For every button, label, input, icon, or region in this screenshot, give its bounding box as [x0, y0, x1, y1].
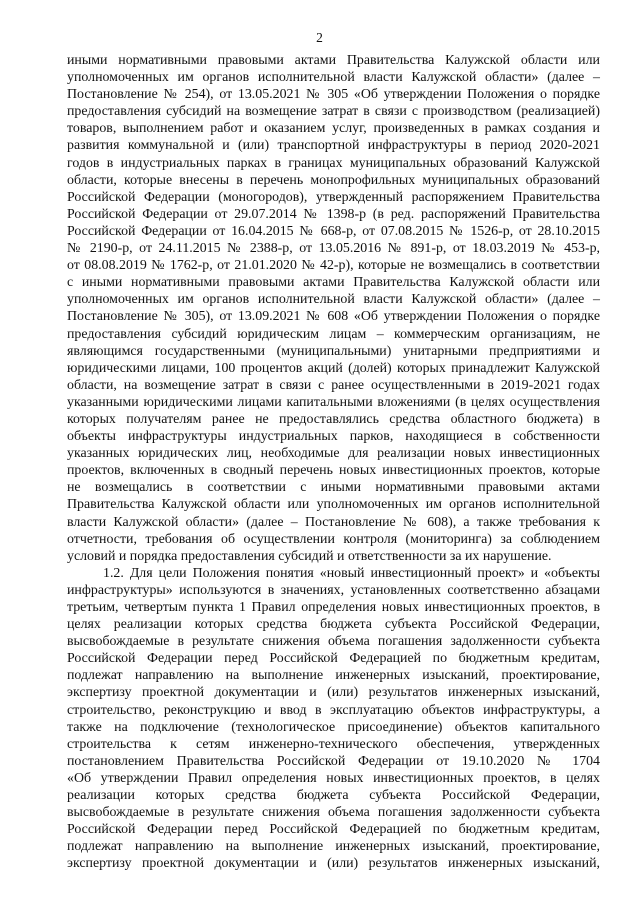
text-line: области, на возмещение затрат в связи с ранее осуществленными в 2019-2021 годах: [67, 377, 600, 393]
text-line: объекты инфраструктуры индустриальных парков, находящиеся в собственности: [67, 429, 600, 445]
text-line: подлежат направлению на выполнение инженерных изысканий, проектирование,: [67, 668, 600, 684]
text-line: Российской Федерации перед Российской Федерацией по бюджетным кредитам,: [67, 651, 600, 667]
text-line: высвобождаемые в результате снижения объема погашения задолженности субъекта: [67, 634, 600, 650]
text-line: строительства к сетям инженерно-технического обеспечения, утвержденных: [67, 736, 600, 752]
text-line: № 2190-р, от 24.11.2015 № 2388-р, от 13.05.2016 № 891-р, от 18.03.2019 № 453-р,: [67, 241, 600, 257]
text-line: Российской Федерации от 29.07.2014 № 1398-р (в ред. распоряжений Правительства: [67, 206, 600, 222]
text-line: Российской Федерации от 16.04.2015 № 668-р, от 07.08.2015 № 1526-р, от 28.10.2015: [67, 223, 600, 239]
text-line: не возмещались в соответствии с иными нормативными правовыми актами: [67, 480, 600, 496]
text-line: Постановление № 254), от 13.05.2021 № 305 «Об утверждении Положения о порядке: [67, 87, 600, 103]
text-line: постановлением Правительства Российской Федерации от 19.10.2020 № 1704: [67, 753, 600, 769]
text-line: указанных юридических лиц, необходимые для реализации новых инвестиционных: [67, 446, 600, 462]
page-number: 2: [316, 30, 323, 45]
text-line: условий и порядка предоставления субсидий и ответственности за их нарушение.: [67, 548, 552, 564]
text-line: уполномоченных им органов исполнительной власти Калужской области» (далее –: [67, 292, 600, 308]
text-line: реализации которых средства бюджета субъекта Российской Федерации,: [67, 788, 600, 804]
text-line: строительство, реконструкцию и ввод в эксплуатацию объектов инфраструктуры, а: [67, 702, 600, 718]
document-body: [67, 52, 600, 873]
text-line: которых получателям ранее не предоставлялись средства областного бюджета) в: [67, 411, 600, 427]
text-line: экспертизу проектной документации и (или) результатов инженерных изысканий,: [67, 856, 600, 872]
text-line: развития коммунальной и (или) транспортной инфраструктуры в период 2020-2021: [67, 138, 600, 154]
text-line: с иными нормативными правовыми актами Правительства Калужской области или: [67, 275, 600, 291]
text-line: являющимся государственными (муниципальными) унитарными предприятиями и: [67, 343, 600, 359]
text-line: предоставления субсидий юридическим лицам – коммерческим организациям, не: [67, 326, 600, 342]
text-line: целях реализации которых средства бюджета субъекта Российской Федерации,: [67, 617, 600, 633]
text-line: от 08.08.2019 № 1762-р, от 21.01.2020 № 42-р), которые не возмещались в соответствии: [67, 258, 600, 274]
text-line: Российской Федерации (моногородов), утвержденный распоряжением Правительства: [67, 189, 600, 205]
text-line: Российской Федерации перед Российской Федерацией по бюджетным кредитам,: [67, 822, 600, 838]
text-line: подлежат направлению на выполнение инженерных изысканий, проектирование,: [67, 839, 600, 855]
text-line: Правительства Калужской области или уполномоченных им органов исполнительной: [67, 497, 600, 513]
text-line: проектов, включенных в сводный перечень новых инвестиционных проектов, которые: [67, 463, 600, 479]
text-line: власти Калужской области» (далее – Постановление № 608), а также требования к: [67, 514, 600, 530]
text-line: уполномоченных им органов исполнительной власти Калужской области» (далее –: [67, 70, 600, 86]
text-line: высвобождаемые в результате снижения объема погашения задолженности субъекта: [67, 805, 600, 821]
text-line: 1.2. Для цели Положения понятия «новый инвестиционный проект» и «объекты: [103, 565, 600, 581]
text-line: юридическими лицами, 100 процентов акций (долей) которых принадлежит Калужской: [67, 360, 600, 376]
text-line: экспертизу проектной документации и (или) результатов инженерных изысканий,: [67, 685, 600, 701]
text-line: области, которые внесены в перечень монопрофильных муниципальных образований: [67, 172, 600, 188]
text-line: также на подключение (технологическое присоединение) объектов капитального: [67, 719, 600, 735]
text-line: «Об утверждении Правил определения новых инвестиционных проектов, в целях: [67, 770, 600, 786]
text-line: товаров, выполнением работ и оказанием услуг, произведенных в рамках создания и: [67, 121, 600, 137]
text-line: годов в индустриальных парках в границах муниципальных образований Калужской: [67, 155, 600, 171]
text-line: инфраструктуры» используются в значениях, установленных соответственно абзацами: [67, 582, 600, 598]
text-line: Постановление № 305), от 13.09.2021 № 608 «Об утверждении Положения о порядке: [67, 309, 600, 325]
text-line: иными нормативными правовыми актами Правительства Калужской области или: [67, 53, 600, 68]
text-line: третьим, четвертым пункта 1 Правил определения новых инвестиционных проектов, в: [67, 600, 600, 615]
text-line: предоставления субсидий на возмещение затрат в связи с производством (реализацией): [67, 104, 600, 120]
text-line: указанными юридическими лицами капитальными вложениями (в целях осуществления: [67, 394, 600, 410]
text-line: отчетности, требования об осуществлении контроля (мониторинга) за соблюдением: [67, 531, 600, 547]
